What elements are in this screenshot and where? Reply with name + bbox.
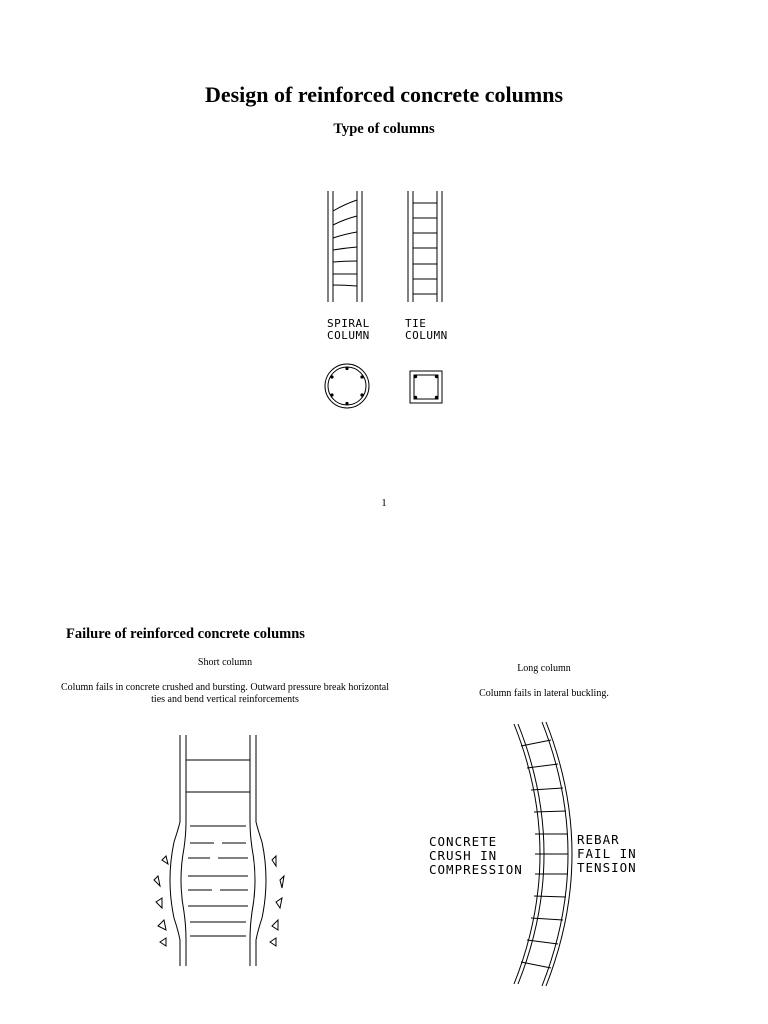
concrete-crush-label	[429, 835, 523, 877]
spiral-label-line-1: SPIRAL	[327, 317, 370, 330]
short-column-description: Column fails in concrete crushed and bursting. Outward pressure break horizontal ties and bend vertical reinforcements	[61, 682, 389, 705]
concrete-label-line-1: CONCRETE	[429, 834, 498, 849]
page-number: 1	[381, 497, 387, 509]
tie-column-elevation-drawing	[400, 186, 450, 306]
long-column-description: Column fails in lateral buckling.	[479, 688, 609, 699]
tie-column-label	[405, 318, 448, 342]
rebar-label-line-1: REBAR	[577, 832, 620, 847]
rebar-label-line-2: FAIL IN	[577, 846, 637, 861]
section-title-column-types: Type of columns	[333, 121, 435, 137]
concrete-label-line-3: COMPRESSION	[429, 862, 523, 877]
short-column-failure-drawing	[150, 730, 290, 970]
short-column-title: Short column	[197, 657, 253, 668]
tie-column-cross-section-drawing	[406, 367, 446, 407]
spiral-column-elevation-drawing	[320, 186, 370, 306]
long-column-title: Long column	[517, 663, 571, 674]
tie-label-line-1: TIE	[405, 317, 427, 330]
section-title-failure: Failure of reinforced concrete columns	[66, 626, 305, 642]
spiral-label-line-2: COLUMN	[327, 329, 370, 342]
spiral-column-cross-section-drawing	[323, 362, 371, 410]
page-title: Design of reinforced concrete columns	[204, 82, 564, 107]
tie-label-line-2: COLUMN	[405, 329, 448, 342]
rebar-label-line-3: TENSION	[577, 860, 637, 875]
spiral-column-label	[327, 318, 370, 342]
rebar-fail-label	[577, 833, 637, 875]
concrete-label-line-2: CRUSH IN	[429, 848, 498, 863]
